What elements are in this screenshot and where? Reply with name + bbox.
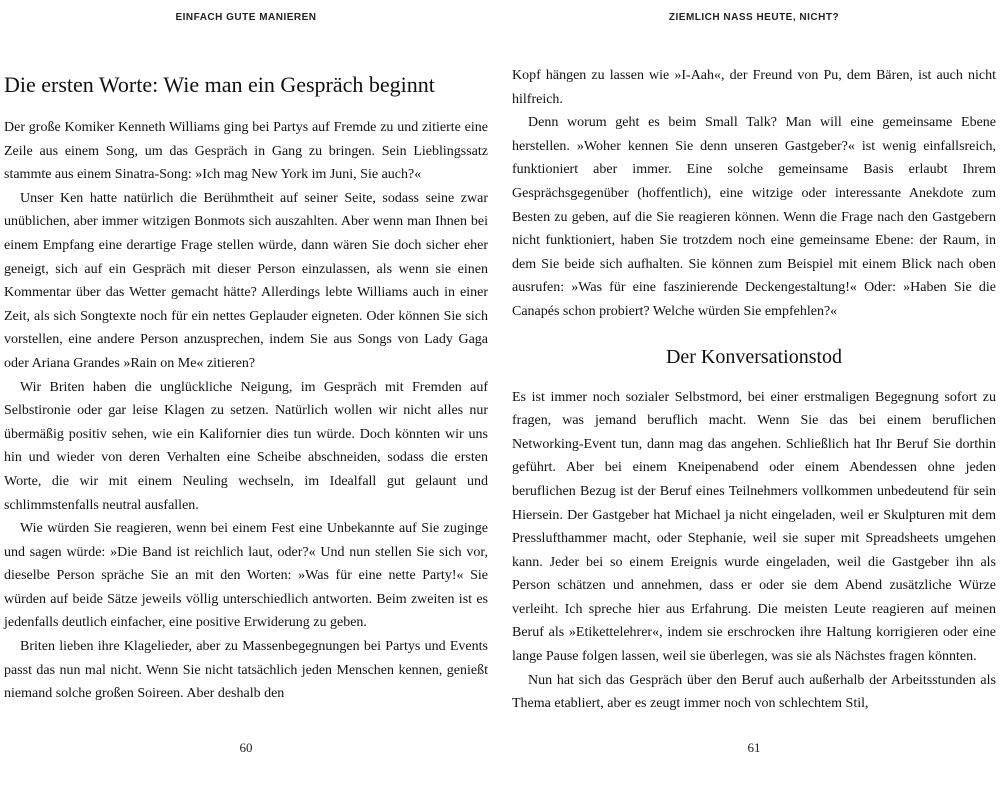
paragraph: Denn worum geht es beim Small Talk? Man will eine gemeinsame Ebene herstellen. »Woher kennen Sie denn unseren Gastgeber?« ist wenig einfallsreich, funktioniert aber immer. Eine solche gemeinsame Basis erlaubt Ihrem Gesprächsgegenüber (hoffentlich), eine witzige oder interessante Anekdote zum Besten zu geben, auf die Sie reagieren können. Wenn die Frage nach den Gastgebern nicht funktioniert, haben Sie trotzdem noch eine gemeinsame Ebene: der Raum, in dem Sie beide sich aufhalten. Sie können zum Beispiel mit einem Blick nach oben ausrufen: »Was für eine faszinierende Deckengestaltung!« Oder: »Haben Sie die Canapés schon probiert? Welche würden Sie empfehlen?« [512, 115, 996, 319]
chapter-title: Die ersten Worte: Wie man ein Gespräch beginnt [4, 72, 435, 97]
paragraph: Wie würden Sie reagieren, wenn bei einem Fest eine Unbekannte auf Sie zuginge und sagen würde: »Die Band ist reichlich laut, oder?« Und nun stellen Sie sich vor, dieselbe Person spräche Sie an mit den Worten: »Was für eine nette Party!« Sie würden auf beide Sätze jeweils völlig unterschiedlich antworten. Beim zweiten ist es jedenfalls deutlich einfacher, eine positive Erwiderung zu geben. [4, 521, 488, 631]
paragraph: Wir Briten haben die unglückliche Neigung, im Gespräch mit Fremden auf Selbstironie oder gar leise Klagen zu setzen. Natürlich wollen wir nicht alles nur übermäßig positiv sehen, wie ein Kalifornier dies tun würde. Doch könnten wir uns hin und wieder von deren Verhalten eine Scheibe abschneiden, sodass die ersten Worte, die wir mit einem Neuling wechseln, im Idealfall gut gelaunt und schlimmstenfalls neutral ausfallen. [4, 379, 488, 513]
paragraph: Es ist immer noch sozialer Selbstmord, bei einer erstmaligen Begegnung sofort zu fragen, was jemand beruflich macht. Wenn Sie das bei einem beruflichen Networking-Event tun, dann mag das angehen. Schließlich hat Ihr Beruf Sie dorthin geführt. Aber bei einem Kneipenabend oder einem Abendessen ohne jeden beruflichen Bezug ist der Beruf eines Teilnehmers vollkommen unbedeutend für sein Hiersein. Der Gastgeber hat Michael ja nicht eingeladen, weil er Skulpturen mit dem Presslufthammer macht, oder Stephanie, weil sie super mit Spreadsheets umgehen kann. Jeder bei so einem Ereignis wurde eingeladen, weil die Gastgeber ihn als Person schätzen und annehmen, dass er oder sie dem Abend zusätzliche Würze verleiht. Ich spreche hier aus Erfahrung. Die meisten Leute reagieren auf meinen Beruf als »Etikettelehrer«, indem sie erschrocken ihre Haltung korrigieren oder eine lange Pause folgen lassen, weil sie überlegen, was sie als Nächstes fragen könnten. [512, 389, 996, 665]
running-head-right: ZIEMLICH NASS HEUTE, NICHT? [668, 12, 840, 23]
right-body-text [512, 64, 996, 716]
paragraph: Unser Ken hatte natürlich die Berühmtheit auf seiner Seite, sodass seine zwar unüblichen, aber immer witzigen Bonmots sich auszahlten. Aber wenn man Ihnen bei einem Empfang eine derartige Frage stellen würde, dann wären Sie doch sicher eher geneigt, sich auf ein Gespräch mit dieser Person einzulassen, als wenn sie einen Kommentar über das Wetter gemacht hätte? Allerdings lebte Williams auch in einer Zeit, als sich Songtexte noch für ein nettes Geplauder eigneten. Oder können Sie sich vorstellen, eine andere Person anzusprechen, indem Sie aus Songs von Lady Gaga oder Ariana Grandes »Rain on Me« zitieren? [4, 190, 488, 371]
page-number-right: 61 [747, 740, 761, 755]
left-body-text [4, 116, 488, 706]
paragraph: Der große Komiker Kenneth Williams ging bei Partys auf Fremde zu und zitierte eine Zeile aus einem Song, um das Gespräch in Gang zu bringen. Sein Lieblingssatz stammte aus einem Sinatra-Song: »Ich mag New York im Juni, Sie auch?« [4, 120, 488, 183]
section-heading: Der Konversationstod [665, 345, 843, 368]
running-head-left: EINFACH GUTE MANIEREN [175, 12, 317, 23]
paragraph: Briten lieben ihre Klagelieder, aber zu Massenbegegnungen bei Partys und Events passt das nun mal nicht. Wenn Sie nicht tatsächlich jeden Menschen kennen, genießt niemand solche großen Soireen. Aber deshalb den [4, 639, 488, 702]
paragraph: Kopf hängen zu lassen wie »I-Aah«, der Freund von Pu, dem Bären, ist auch nicht hilfreich. [512, 68, 996, 107]
page-number-left: 60 [239, 740, 253, 755]
left-page [0, 0, 492, 800]
paragraph: Nun hat sich das Gespräch über den Beruf auch außerhalb der Arbeitsstunden als Thema etabliert, aber es zeugt immer noch von schlechtem Stil, [512, 672, 996, 712]
right-page [508, 0, 1000, 800]
